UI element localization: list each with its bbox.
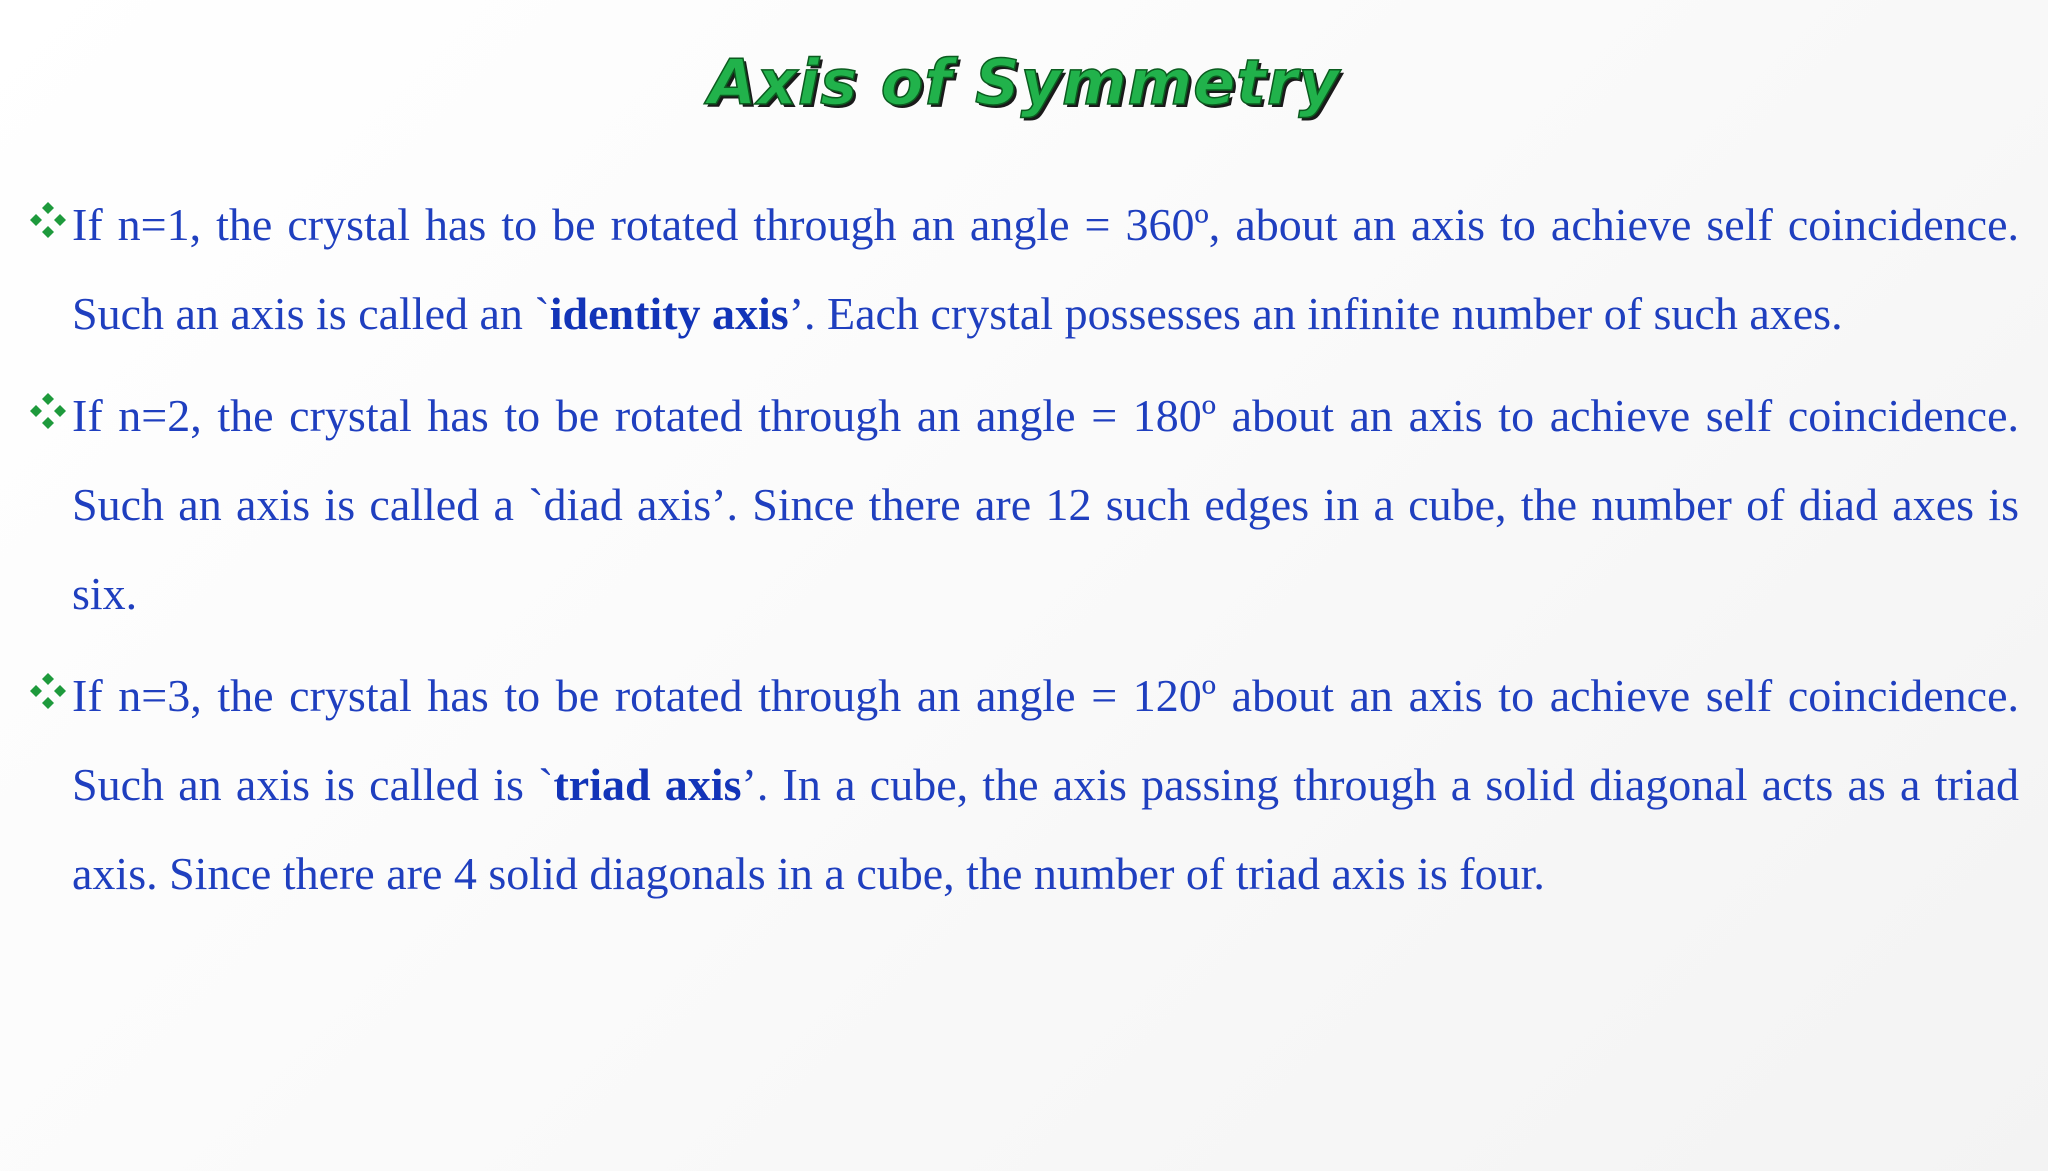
bullet-text-part: If n=1, the crystal has to be rotated through an angle = 360º, about an axis to achieve self coincidence. Such an axis is called an ` <box>72 199 2019 339</box>
slide-title: Axis of Symmetry <box>708 46 1340 119</box>
bullet-list <box>28 180 2020 931</box>
bullet-item-identity-axis <box>28 180 2020 358</box>
bullet-item-diad-axis <box>28 371 2020 638</box>
bullet-text-part: If n=2, the crystal has to be rotated through an angle = 180º about an axis to achieve self coincidence. Such an axis is called a `diad axis’. Since there are 12 such edges in a cube, the number of diad axes is six. <box>72 390 2019 619</box>
bullet-text-bold: identity axis <box>549 288 789 339</box>
four-diamond-bullet-icon <box>28 671 68 711</box>
four-diamond-bullet-icon <box>28 200 68 240</box>
bullet-text <box>72 371 2019 638</box>
bullet-text-bold: triad axis <box>553 759 742 810</box>
bullet-text-part: ’. Each crystal possesses an infinite number of such axes. <box>788 288 1843 339</box>
bullet-text <box>72 651 2019 918</box>
bullet-text <box>72 180 2019 358</box>
bullet-item-triad-axis <box>28 651 2020 918</box>
bullet-text-part: If n=3, the crystal has to be rotated through an angle = 120º about an axis to achieve self coincidence. Such an axis is called is ` <box>72 670 2019 810</box>
bullet-text-part: ’. In a cube, the axis passing through a solid diagonal acts as a triad axis. Since there are 4 solid diagonals in a cube, the number of triad axis is four. <box>72 759 2019 899</box>
four-diamond-bullet-icon <box>28 391 68 431</box>
